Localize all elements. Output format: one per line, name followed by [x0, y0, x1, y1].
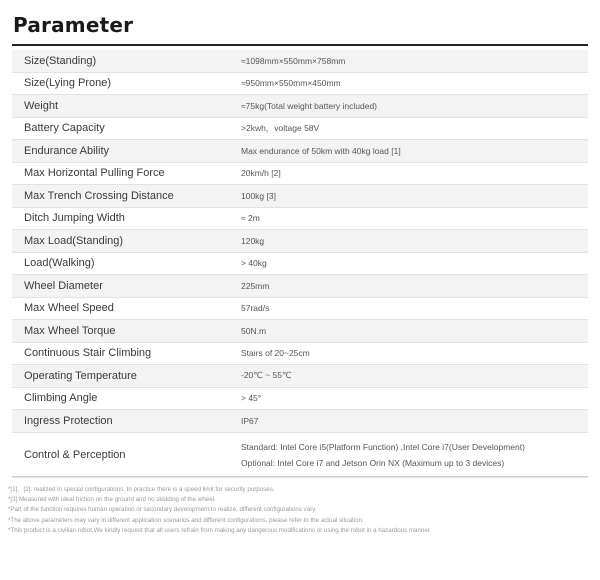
table-row — [12, 162, 588, 185]
row-value: ≈75kg(Total weight battery included) — [229, 95, 588, 118]
row-label: Size(Standing) — [12, 50, 229, 72]
title-divider — [12, 44, 588, 46]
row-label: Max Horizontal Pulling Force — [12, 162, 229, 185]
row-label: Ditch Jumping Width — [12, 207, 229, 230]
row-value-line: Optional: Intel Core i7 and Jetson Orin NX (Maximum up to 3 devices) — [241, 457, 505, 468]
row-value: 100kg [3] — [229, 185, 588, 208]
table-row — [12, 95, 588, 118]
row-value: Stairs of 20~25cm — [229, 342, 588, 365]
row-label: Size(Lying Prone) — [12, 72, 229, 95]
row-label: Wheel Diameter — [12, 275, 229, 298]
row-value: Max endurance of 50km with 40kg load [1] — [229, 140, 588, 163]
row-label: Max Wheel Speed — [12, 297, 229, 320]
row-label: Control & Perception — [12, 432, 229, 477]
row-value: IP67 — [229, 410, 588, 433]
table-row — [12, 50, 588, 72]
table-row — [12, 410, 588, 433]
row-value: >2kwh，voltage 58V — [229, 117, 588, 140]
row-value: 20km/h [2] — [229, 162, 588, 185]
row-value: 225mm — [229, 275, 588, 298]
footnotes — [8, 485, 593, 536]
table-row — [12, 275, 588, 298]
table-row — [12, 252, 588, 275]
parameter-table — [12, 50, 588, 478]
row-value-line: Standard: Intel Core i5(Platform Function) ,Intel Core i7(User Development) — [241, 441, 525, 452]
footnote: *[3] Measured with ideal friction on the ground and no skidding of the wheel. — [8, 496, 216, 504]
row-value: 50N.m — [229, 320, 588, 343]
row-value: > 40kg — [229, 252, 588, 275]
table-row — [12, 185, 588, 208]
table-row — [12, 117, 588, 140]
table-row — [12, 297, 588, 320]
row-label: Weight — [12, 95, 229, 118]
row-label: Max Load(Standing) — [12, 230, 229, 253]
row-label: Operating Temperature — [12, 365, 229, 388]
table-row — [12, 320, 588, 343]
row-label: Ingress Protection — [12, 410, 229, 433]
row-value: ≈950mm×550mm×450mm — [229, 72, 588, 95]
footnote: *[1]、[2]: realized in special configurations. In practice there is a speed limit for security purposes. — [8, 486, 275, 493]
row-value: -20℃ ~ 55℃ — [229, 365, 588, 388]
row-label: Max Trench Crossing Distance — [12, 185, 229, 208]
row-value: 120kg — [229, 230, 588, 253]
row-label: Endurance Ability — [12, 140, 229, 163]
table-row — [12, 230, 588, 253]
row-label: Climbing Angle — [12, 387, 229, 410]
footnote: *This product is a civilian robot.We kindly request that all users refrain from making any dangerous modifications or using the robot in a hazardous manner. — [8, 526, 432, 534]
table-row — [12, 207, 588, 230]
footnote: *Part of the function requires human operation or secondary development to realize, different configurations vary. — [8, 506, 317, 514]
row-label: Max Wheel Torque — [12, 320, 229, 343]
row-value-multiline — [229, 432, 588, 477]
footnote: *The above parameters may vary in different application scenarios and different configurations, please refer to the actual situation. — [8, 516, 364, 524]
table-row — [12, 342, 588, 365]
row-label: Battery Capacity — [12, 117, 229, 140]
row-value: ≈ 2m — [229, 207, 588, 230]
table-bottom-divider — [12, 476, 588, 477]
table-row — [12, 140, 588, 163]
row-value: > 45° — [229, 387, 588, 410]
table-row — [12, 365, 588, 388]
row-value: ≈1098mm×550mm×758mm — [229, 50, 588, 72]
page-title: Parameter — [13, 13, 134, 37]
row-label: Load(Walking) — [12, 252, 229, 275]
row-value: 57rad/s — [229, 297, 588, 320]
table-row-control-perception — [12, 432, 588, 477]
row-label: Continuous Stair Climbing — [12, 342, 229, 365]
table-row — [12, 387, 588, 410]
table-row — [12, 72, 588, 95]
